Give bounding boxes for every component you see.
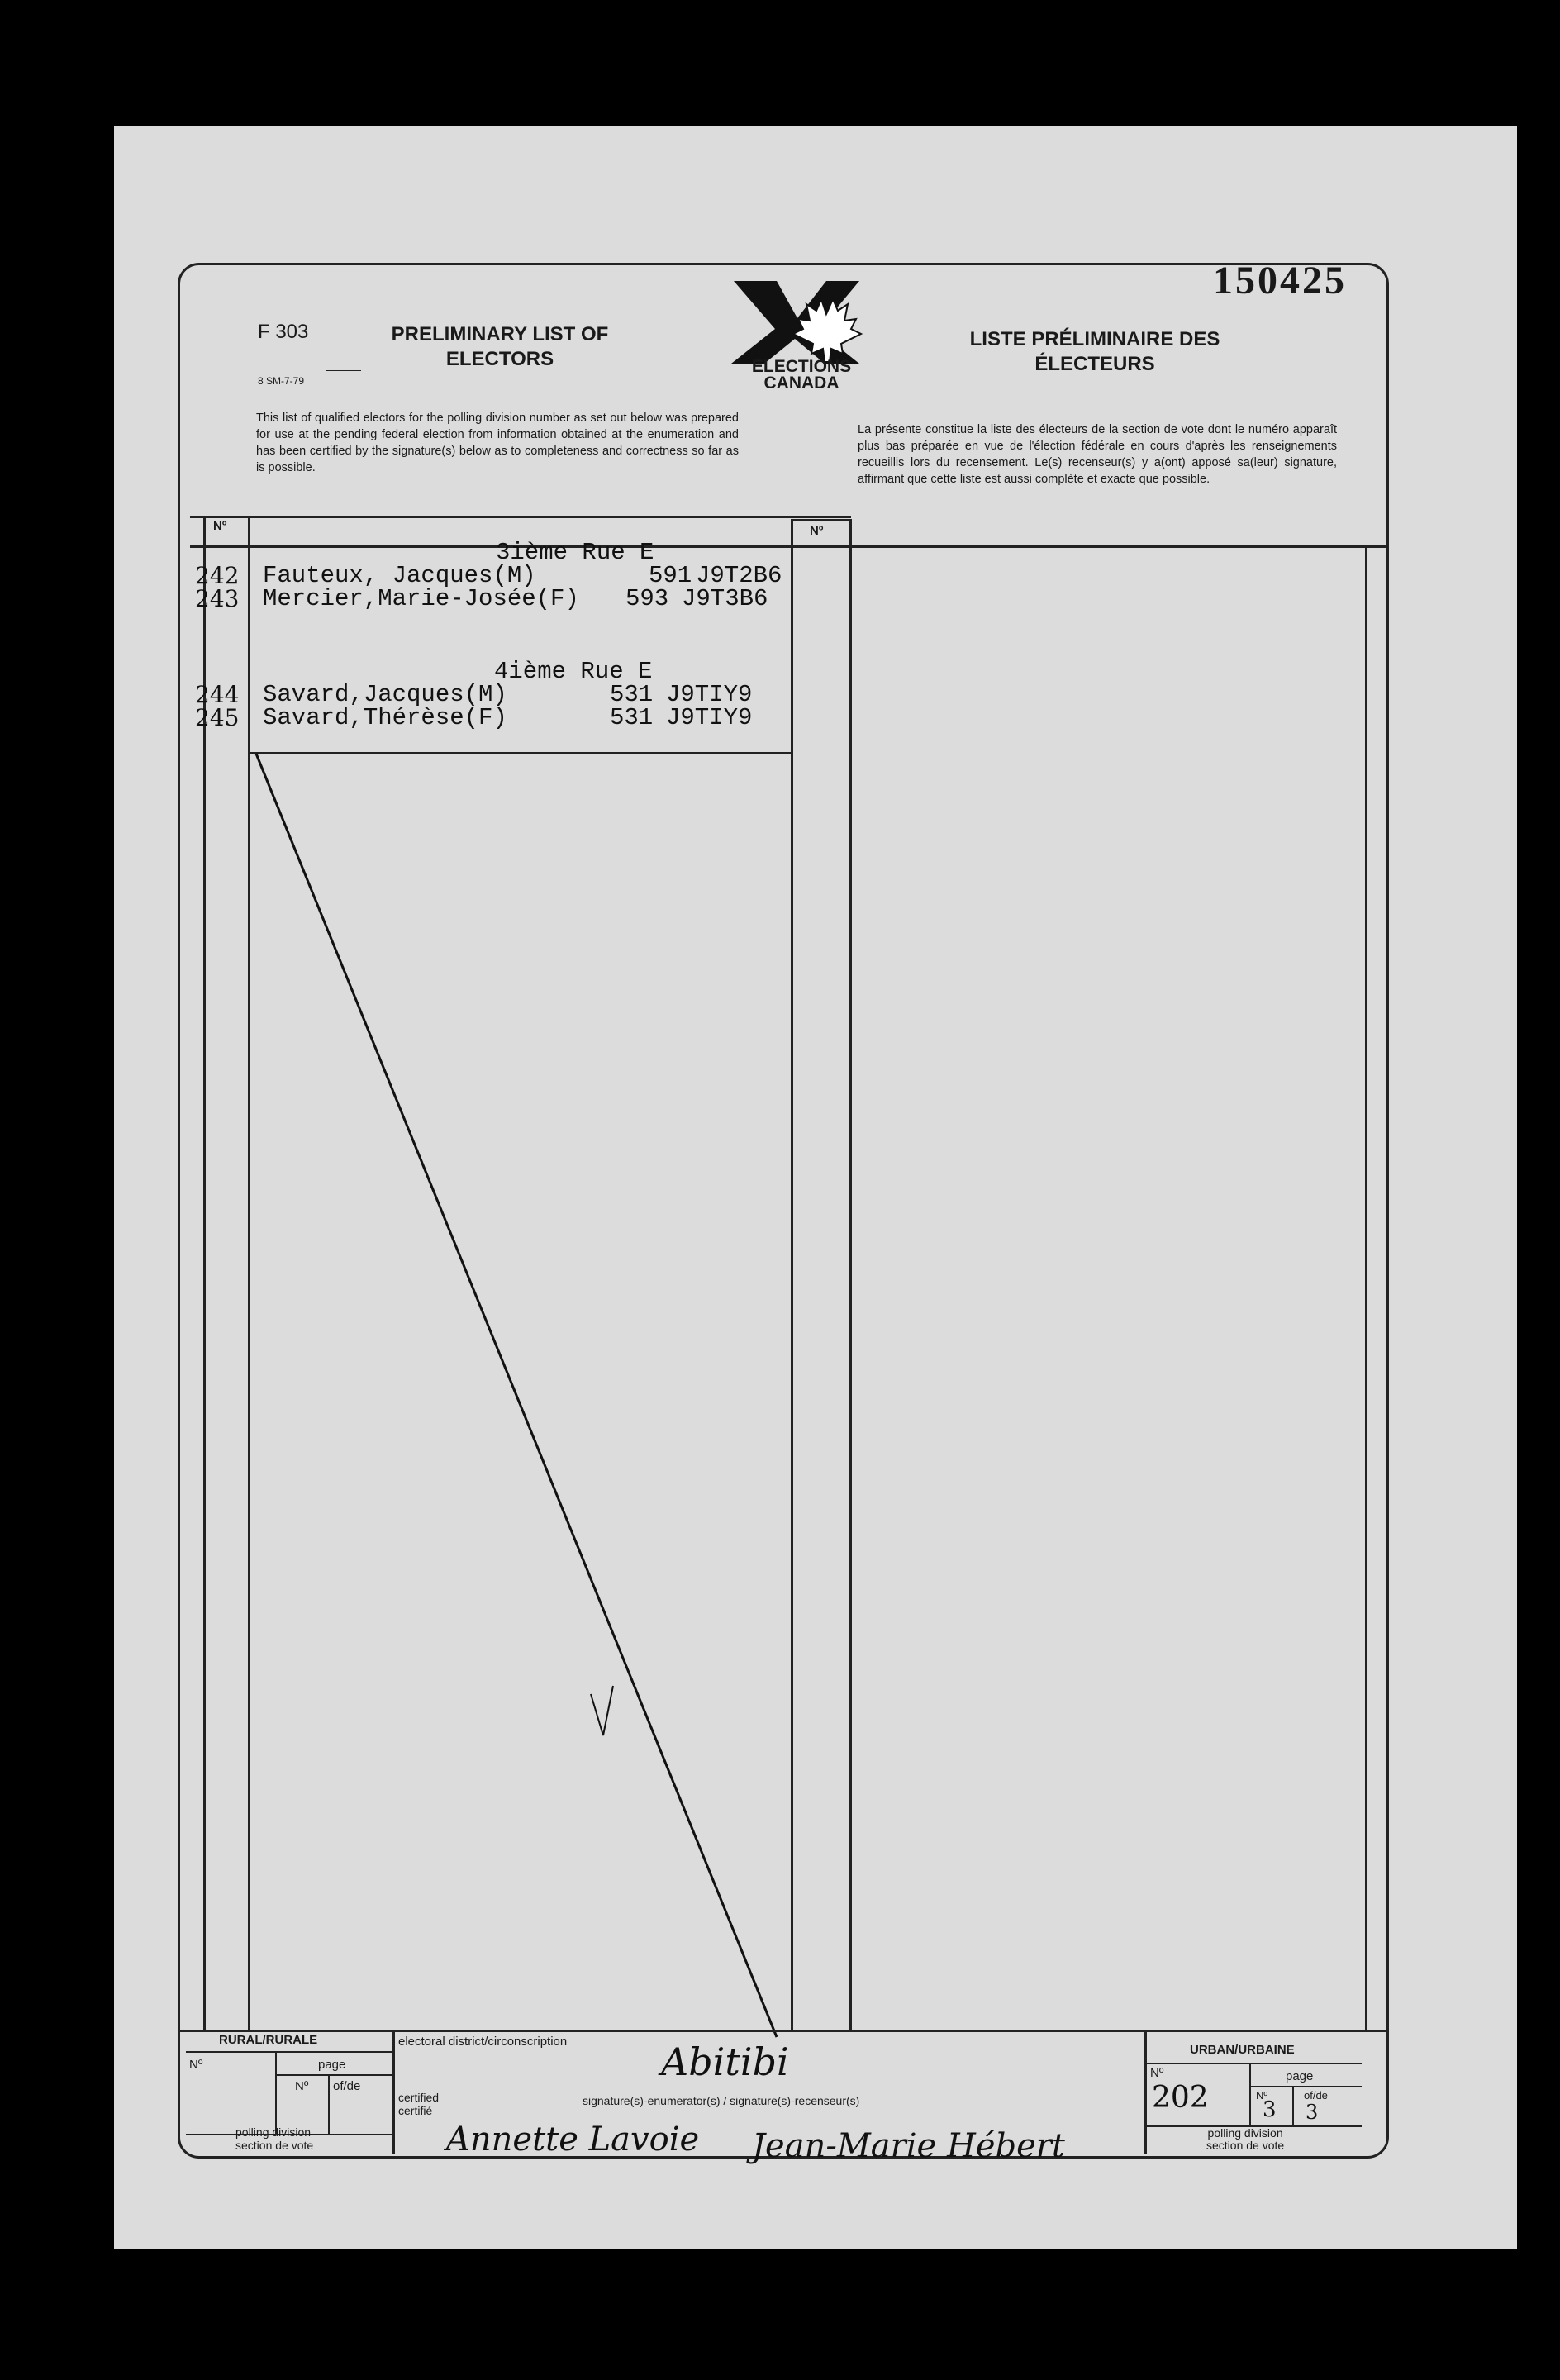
urban-polling-label — [1206, 2127, 1284, 2152]
title-french — [938, 327, 1252, 377]
certified-label — [398, 2091, 439, 2117]
rural-divider — [275, 2051, 277, 2134]
middle-right-rule — [849, 519, 852, 2031]
rural-page-no-label: Nº — [295, 2079, 309, 2093]
urban-page-no-label: Nº — [1256, 2089, 1268, 2102]
rural-box — [186, 2030, 392, 2154]
street-name: 4ième Rue E — [494, 658, 653, 685]
elector-name: Fauteux, Jacques(M) — [263, 562, 536, 589]
urban-polling-label-2: section de vote — [1206, 2139, 1285, 2152]
logo-text-canada: CANADA — [763, 374, 839, 393]
serial-number: 150425 — [1213, 259, 1347, 302]
urban-no-value: 202 — [1152, 2081, 1209, 2115]
elector-address: 531 — [610, 681, 654, 708]
urban-of-label: of/de — [1304, 2089, 1328, 2102]
elector-number: 243 — [195, 585, 240, 612]
street-name: 3ième Rue E — [496, 539, 654, 566]
title-english-line-2: ELECTORS — [445, 348, 554, 370]
district-label: electoral district/circonscription — [398, 2035, 568, 2049]
elector-postal-code: J9TIY9 — [666, 681, 753, 708]
rural-of-label: of/de — [333, 2079, 361, 2093]
elector-number: 242 — [195, 562, 240, 589]
elector-address: 531 — [610, 704, 654, 731]
table-header-rule — [190, 545, 1388, 548]
rural-page-rule — [275, 2074, 392, 2076]
elector-number: 244 — [195, 681, 240, 708]
table-top-rule-left — [190, 516, 851, 518]
rural-right-rule — [392, 2030, 395, 2154]
rural-no-label: Nº — [189, 2058, 203, 2072]
urban-page-label: page — [1286, 2069, 1314, 2083]
title-english-line-1: PRELIMINARY LIST OF — [391, 323, 609, 345]
elector-number: 245 — [195, 704, 240, 731]
elector-postal-code: J9T2B6 — [696, 562, 782, 589]
signature-label: signature(s)-enumerator(s) / signature(s)-recenseur(s) — [583, 2094, 860, 2107]
urban-box — [1147, 2030, 1362, 2154]
elector-address: 591 — [649, 562, 692, 589]
urban-polling-label-1: polling division — [1207, 2126, 1283, 2140]
rural-label: RURAL/RURALE — [219, 2033, 318, 2047]
urban-divider — [1249, 2063, 1251, 2125]
intro-english: This list of qualified electors for the polling division number as set out below was prepared for use at the pending federal election from information obtained at the enumeration and has been certified by the signature(s) below as to completeness and correctness so far as is possible. — [256, 412, 739, 474]
rural-page-label: page — [318, 2058, 346, 2072]
urban-rule — [1147, 2063, 1362, 2064]
elector-postal-code: J9TIY9 — [666, 704, 753, 731]
left-outer-rule — [203, 516, 206, 2031]
urban-page-divider — [1292, 2086, 1294, 2125]
district-value: Abitibi — [661, 2040, 789, 2084]
form-code: F 303 — [258, 321, 309, 343]
urban-page-rule — [1249, 2086, 1362, 2087]
urban-of-value: 3 — [1306, 2101, 1319, 2124]
certified-label-2: certifié — [398, 2104, 433, 2117]
table-top-rule-right — [793, 519, 851, 521]
elector-postal-code: J9T3B6 — [682, 585, 768, 612]
logo-text-elections: ELECTIONS — [751, 357, 852, 376]
urban-page-value: 3 — [1263, 2097, 1277, 2122]
elector-address: 593 — [625, 585, 669, 612]
title-french-line-2: ÉLECTEURS — [1034, 353, 1155, 375]
rural-page-divider — [328, 2074, 330, 2134]
title-french-line-1: LISTE PRÉLIMINAIRE DES — [969, 328, 1220, 350]
enumerator-signature-1: Annette Lavoie — [446, 2121, 700, 2159]
right-outer-rule — [1365, 545, 1367, 2031]
column-header-number-left: Nº — [213, 519, 227, 533]
form-revision: 8 SM-7-79 — [258, 375, 305, 387]
elector-name: Savard,Jacques(M) — [263, 681, 507, 708]
title-english — [364, 322, 636, 372]
urban-no-label: Nº — [1150, 2066, 1164, 2080]
logo-text — [719, 359, 884, 392]
rural-polling-label-2: section de vote — [235, 2139, 314, 2152]
intro-french: La présente constitue la liste des électeurs de la section de vote dont le numéro apparaît plus bas préparée en vue de l'élection fédérale en cours d'après les renseignements recueillis lors du recensement. Le(s) recenseur(s) y a(ont) apposé sa(leur) signature, affirmant que cette liste est aussi complète et exacte que possible. — [858, 423, 1337, 486]
rural-rule — [186, 2051, 392, 2053]
rural-polling-label-1: polling division — [235, 2125, 312, 2139]
rural-polling-label — [235, 2125, 313, 2152]
urban-label: URBAN/URBAINE — [1190, 2043, 1295, 2057]
certified-label-1: certified — [398, 2091, 440, 2104]
revision-rule — [326, 370, 361, 371]
cancellation-line — [248, 744, 793, 2049]
column-header-number-right: Nº — [810, 524, 824, 538]
enumerator-signature-2: Jean-Marie Hébert — [752, 2127, 1065, 2165]
elector-name: Mercier,Marie-Josée(F) — [263, 585, 579, 612]
elector-name: Savard,Thérèse(F) — [263, 704, 507, 731]
